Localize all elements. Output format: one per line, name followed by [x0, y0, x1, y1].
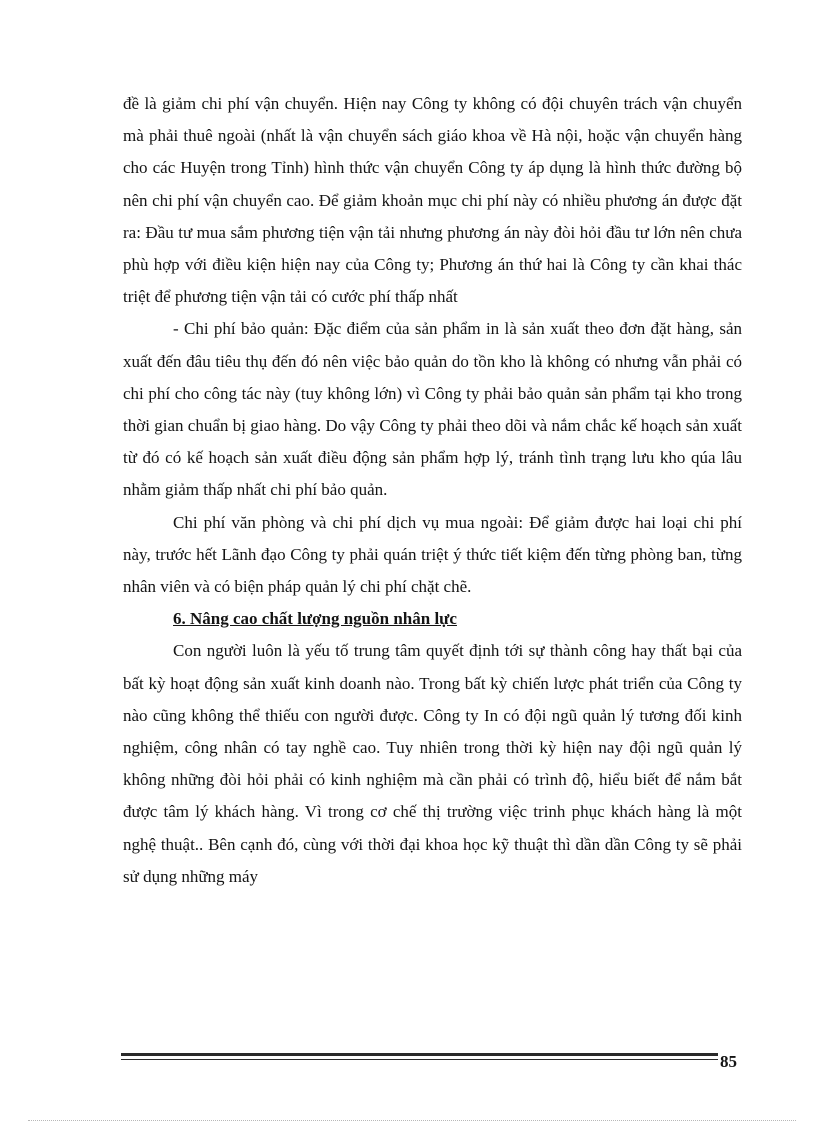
- paragraph-transport-cost: đề là giảm chi phí vận chuyển. Hiện nay Công ty không có đội chuyên trách vận chuyển mà phải thuê ngoài (nhất là vận chuyển sách giáo khoa về Hà nội, hoặc vận chuyển hàng cho các Huyện trong Tỉnh) hình thức vận chuyển Công ty áp dụng là hình thức đường bộ nên chi phí vận chuyển cao. Để giảm khoản mục chi phí này có nhiều phương án được đặt ra: Đầu tư mua sắm phương tiện vận tải nhưng phương án này đòi hỏi đầu tư lớn nên chưa phù hợp với điều kiện hiện nay của Công ty; Phương án thứ hai là Công ty cần khai thác triệt để phương tiện vận tải có cước phí thấp nhất: [123, 94, 742, 307]
- footer-rule-thin: [121, 1059, 718, 1060]
- page-number: 85: [720, 1052, 737, 1071]
- paragraph-human-resources: Con người luôn là yếu tố trung tâm quyết định tới sự thành công hay thất bại của bất kỳ hoạt động sản xuất kinh doanh nào. Trong bất kỳ chiến lược phát triển của Công ty nào cũng không thể thiếu con người được. Công ty In có đội ngũ quản lý tương đối kinh nghiệm, công nhân có tay nghề cao. Tuy nhiên trong thời kỳ hiện nay đội ngũ quản lý không những đòi hỏi phải có kinh nghiệm mà cần phải có trình độ, hiểu biết để nắm bắt được tâm lý khách hàng. Vì trong cơ chế thị trường việc trinh phục khách hàng là một nghệ thuật.. Bên cạnh đó, cùng với thời đại khoa học kỹ thuật thì dần dần Công ty sẽ phải sử dụng những máy: [123, 641, 742, 886]
- footer-rule-thick: [121, 1053, 718, 1056]
- section-heading: 6. Nâng cao chất lượng nguồn nhân lực: [173, 609, 457, 629]
- paragraph-office-cost: Chi phí văn phòng và chi phí dịch vụ mua ngoài: Để giảm được hai loại chi phí này, trước hết Lãnh đạo Công ty phải quán triệt ý thức tiết kiệm đến từng phòng ban, từng nhân viên và có biện pháp quản lý chi phí chặt chẽ.: [123, 512, 742, 597]
- page-edge-dotted-line: [28, 1120, 796, 1121]
- paragraph-storage-cost: - Chi phí bảo quản: Đặc điểm của sản phẩm in là sản xuất theo đơn đặt hàng, sản xuất đến đâu tiêu thụ đến đó nên việc bảo quản do tồn kho là không có nhưng vẫn phải có chi phí cho công tác này (tuy không lớn) vì Công ty phải bảo quản sản phẩm tại kho trong thời gian chuẩn bị giao hàng. Do vậy Công ty phải theo dõi và nắm chắc kế hoạch sản xuất từ đó có kế hoạch sản xuất điều động sản phẩm hợp lý, tránh tình trạng lưu kho qúa lâu nhằm giảm thấp nhất chi phí bảo quản.: [123, 319, 742, 500]
- body-text: [123, 88, 742, 893]
